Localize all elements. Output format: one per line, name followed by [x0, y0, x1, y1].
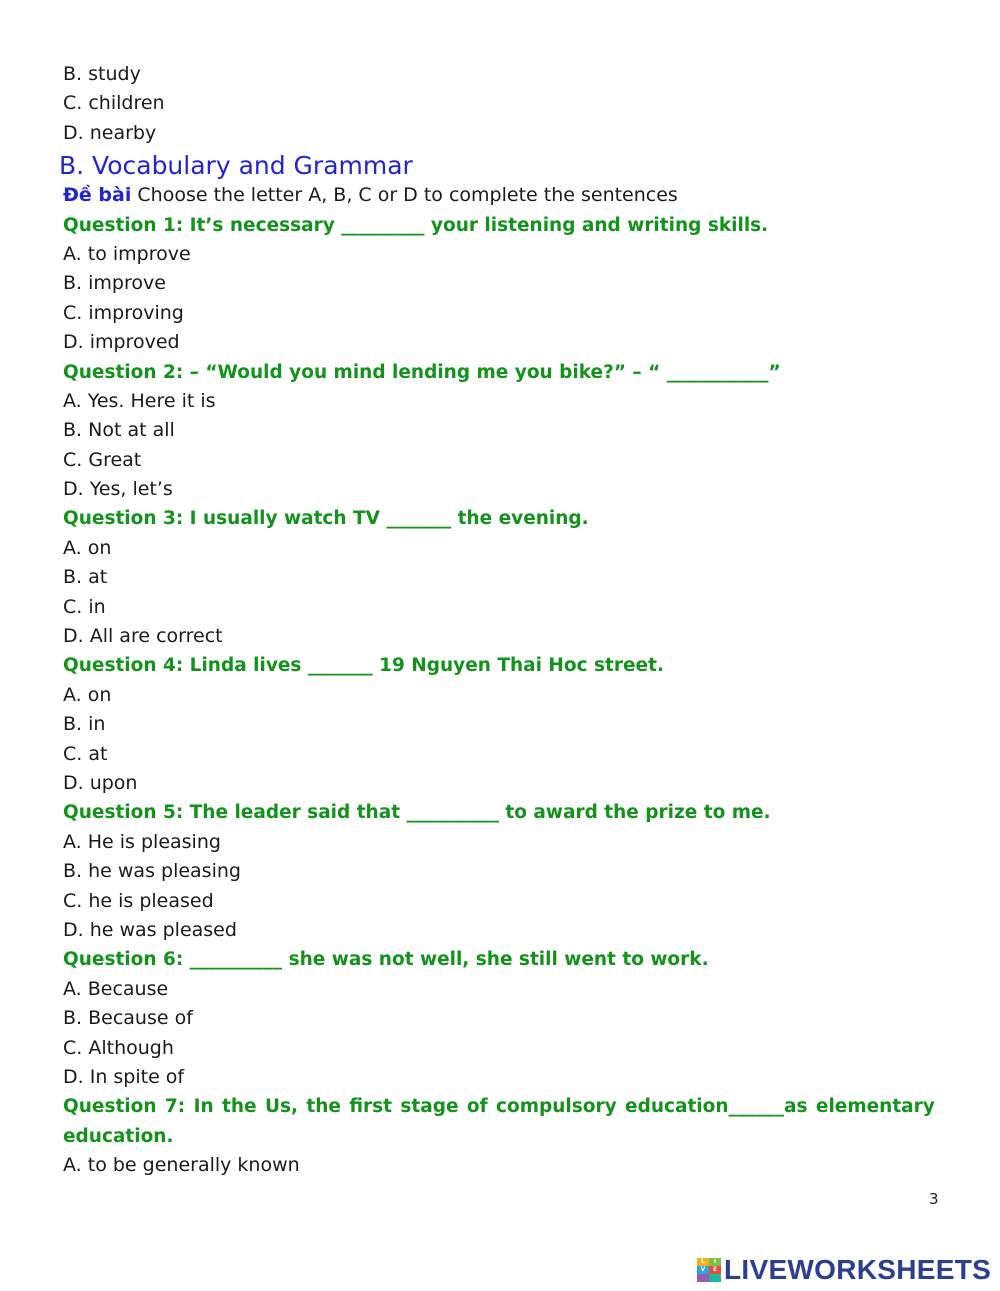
question-3: Question 3: I usually watch TV _______ the evening.	[63, 508, 589, 530]
q4-option-c[interactable]: C. at	[63, 742, 108, 765]
question-2: Question 2: – “Would you mind lending me you bike?” – “ ___________”	[63, 361, 781, 383]
q4-option-b[interactable]: B. in	[63, 713, 106, 736]
q6-option-d[interactable]: D. In spite of	[63, 1065, 185, 1088]
q7-word: of	[466, 1096, 488, 1118]
q7-word: first	[349, 1096, 393, 1118]
liveworksheets-icon	[697, 1258, 721, 1282]
page-number: 3	[929, 1190, 939, 1208]
q2-option-d[interactable]: D. Yes, let’s	[63, 478, 173, 501]
q7-option-a[interactable]: A. to be generally known	[63, 1154, 300, 1177]
q2-option-a[interactable]: A. Yes. Here it is	[63, 389, 216, 412]
q5-option-a[interactable]: A. He is pleasing	[63, 830, 221, 853]
q7-word: Us,	[264, 1096, 298, 1118]
liveworksheets-logo[interactable]	[697, 1254, 991, 1286]
previous-option-d: D. nearby	[63, 121, 157, 144]
logo-tile: I	[709, 1258, 721, 1266]
q3-option-a[interactable]: A. on	[63, 536, 112, 559]
q5-option-b[interactable]: B. he was pleasing	[63, 860, 241, 883]
q7-word: the	[306, 1096, 341, 1118]
q2-option-c[interactable]: C. Great	[63, 448, 142, 471]
q5-option-d[interactable]: D. he was pleased	[63, 918, 237, 941]
section-title: B. Vocabulary and Grammar	[59, 151, 413, 181]
q1-option-a[interactable]: A. to improve	[63, 242, 191, 265]
q7-word: Question	[63, 1096, 157, 1118]
question-1: Question 1: It’s necessary _________ your listening and writing skills.	[63, 214, 769, 236]
q7-word: 7:	[164, 1096, 186, 1118]
q7-word: compulsory	[496, 1096, 617, 1118]
question-7-line-2: education.	[63, 1125, 174, 1147]
previous-option-c: C. children	[63, 92, 165, 115]
q5-option-c[interactable]: C. he is pleased	[63, 889, 214, 912]
logo-tile: V	[697, 1266, 709, 1274]
logo-tile: L	[697, 1258, 709, 1266]
question-5: Question 5: The leader said that __________ to award the prize to me.	[63, 802, 771, 824]
q6-option-c[interactable]: C. Although	[63, 1036, 174, 1059]
question-6: Question 6: __________ she was not well, she still went to work.	[63, 949, 709, 971]
q1-option-d[interactable]: D. improved	[63, 331, 180, 354]
instruction-label: Đề bài	[63, 184, 132, 207]
worksheet-page	[59, 60, 935, 1180]
q4-option-a[interactable]: A. on	[63, 683, 112, 706]
q7-word: education______as	[625, 1096, 808, 1118]
q7-word: the	[222, 1096, 257, 1118]
q4-option-d[interactable]: D. upon	[63, 771, 138, 794]
q3-option-b[interactable]: B. at	[63, 566, 108, 589]
q2-option-b[interactable]: B. Not at all	[63, 419, 175, 442]
question-4: Question 4: Linda lives _______ 19 Nguyen Thai Hoc street.	[63, 655, 664, 677]
previous-option-b: B. study	[63, 63, 141, 85]
instruction	[63, 181, 935, 210]
q7-word: elementary	[815, 1096, 935, 1118]
instruction-text: Choose the letter A, B, C or D to complete the sentences	[131, 184, 678, 207]
q1-option-c[interactable]: C. improving	[63, 301, 184, 324]
q6-option-b[interactable]: B. Because of	[63, 1007, 193, 1030]
q3-option-c[interactable]: C. in	[63, 595, 106, 618]
q3-option-d[interactable]: D. All are correct	[63, 625, 223, 648]
logo-tile	[697, 1274, 709, 1282]
q6-option-a[interactable]: A. Because	[63, 977, 169, 1000]
q7-word: In	[193, 1096, 214, 1118]
logo-tile	[709, 1274, 721, 1282]
q1-option-b[interactable]: B. improve	[63, 272, 166, 295]
logo-tile: E	[709, 1266, 721, 1274]
q7-word: stage	[400, 1096, 459, 1118]
question-7-line-1	[63, 1092, 935, 1121]
brand-name: LIVEWORKSHEETS	[724, 1254, 992, 1285]
